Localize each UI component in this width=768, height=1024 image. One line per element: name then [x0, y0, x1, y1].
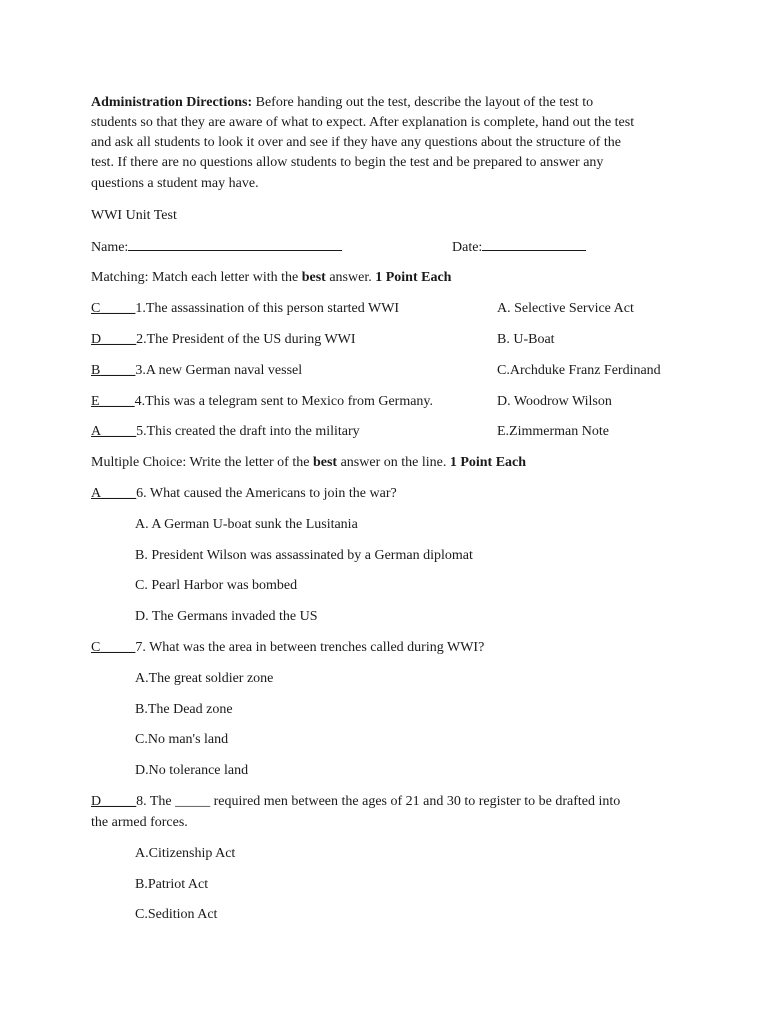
answer-letter: C — [91, 301, 101, 316]
matching-choice: E.Zimmerman Note — [497, 424, 609, 439]
option: B. President Wilson was assassinated by a German diplomat — [135, 548, 473, 563]
question-text: 8. The _____ required men between the ages of 21 and 30 to register to be drafted into — [136, 794, 621, 809]
matching-question: 1.The assassination of this person started WWI — [135, 301, 400, 316]
directions-text: Before handing out the test, describe the layout of the test to — [255, 95, 594, 110]
option: A. A German U-boat sunk the Lusitania — [135, 517, 358, 532]
matching-question: 5.This created the draft into the military — [136, 424, 360, 439]
name-label: Name: — [91, 240, 129, 255]
matching-best: best — [301, 270, 326, 285]
name-line[interactable] — [128, 237, 342, 251]
matching-choice: D. Woodrow Wilson — [497, 394, 612, 409]
answer-letter: D — [91, 794, 102, 809]
question-8 — [91, 792, 620, 812]
option: D.No tolerance land — [135, 763, 249, 778]
answer-line: _____ — [101, 332, 137, 347]
directions-label: Administration Directions: — [91, 95, 253, 110]
answer-letter: C — [91, 640, 101, 655]
answer-line: _____ — [101, 486, 137, 501]
option: B.Patriot Act — [135, 877, 209, 892]
directions-line-4: test. If there are no questions allow students to begin the test and be prepared to answer any — [91, 155, 604, 170]
multiple-choice-instructions — [91, 453, 526, 473]
matching-row — [91, 330, 356, 350]
directions-line-3: and ask all students to look it over and see if they have any questions about the structure of the — [91, 135, 621, 150]
question-6 — [91, 484, 397, 504]
answer-blank[interactable] — [91, 332, 136, 347]
matching-question: 4.This was a telegram sent to Mexico from Germany. — [134, 394, 434, 409]
answer-blank[interactable] — [91, 486, 136, 501]
answer-blank[interactable] — [91, 424, 136, 439]
answer-line: _____ — [100, 640, 136, 655]
mc-instruction-text: Multiple Choice: Write the letter of the — [91, 455, 313, 470]
matching-choice: B. U-Boat — [497, 332, 555, 347]
matching-question: 3.A new German naval vessel — [135, 363, 303, 378]
option: C. Pearl Harbor was bombed — [135, 578, 298, 593]
answer-line: _____ — [100, 301, 136, 316]
question-7 — [91, 638, 484, 658]
option: A.The great soldier zone — [135, 671, 274, 686]
answer-letter: A — [91, 424, 102, 439]
directions-line-5: questions a student may have. — [91, 176, 259, 191]
mc-best: best — [312, 455, 338, 470]
matching-choice: C.Archduke Franz Ferdinand — [497, 363, 661, 378]
date-label: Date: — [452, 240, 483, 255]
option: C.No man's land — [135, 732, 229, 747]
answer-blank[interactable] — [91, 363, 135, 378]
option: C.Sedition Act — [135, 907, 218, 922]
question-text: 7. What was the area in between trenches called during WWI? — [135, 640, 485, 655]
directions-line-1 — [91, 93, 593, 113]
matching-row — [91, 299, 399, 319]
answer-blank[interactable] — [91, 301, 135, 316]
answer-line: _____ — [100, 363, 136, 378]
date-line[interactable] — [482, 237, 586, 251]
answer-letter: E — [91, 394, 100, 409]
test-title: WWI Unit Test — [91, 208, 177, 223]
answer-letter: D — [91, 332, 102, 347]
matching-instruction-text: Matching: Match each letter with the — [91, 270, 302, 285]
question-text-continued: the armed forces. — [91, 815, 188, 830]
option: D. The Germans invaded the US — [135, 609, 318, 624]
answer-blank[interactable] — [91, 794, 136, 809]
question-text: 6. What caused the Americans to join the war? — [136, 486, 397, 501]
mc-points: 1 Point Each — [449, 455, 527, 470]
answer-blank[interactable] — [91, 394, 135, 409]
date-field[interactable] — [452, 237, 586, 258]
answer-line: _____ — [101, 794, 137, 809]
matching-row — [91, 422, 360, 442]
matching-instructions — [91, 268, 451, 288]
name-field[interactable] — [91, 237, 342, 258]
matching-choice: A. Selective Service Act — [497, 301, 634, 316]
matching-row — [91, 392, 433, 412]
matching-points: 1 Point Each — [375, 270, 452, 285]
option: B.The Dead zone — [135, 702, 233, 717]
answer-line: _____ — [99, 394, 135, 409]
answer-blank[interactable] — [91, 640, 135, 655]
matching-row — [91, 361, 302, 381]
directions-line-2: students so that they are aware of what to expect. After explanation is complete, hand out the test — [91, 115, 635, 130]
answer-line: _____ — [101, 424, 137, 439]
answer-letter: A — [91, 486, 102, 501]
mc-instruction-tail: answer on the line. — [337, 455, 450, 470]
option: A.Citizenship Act — [135, 846, 236, 861]
matching-instruction-tail: answer. — [325, 270, 376, 285]
answer-letter: B — [91, 363, 101, 378]
matching-question: 2.The President of the US during WWI — [136, 332, 356, 347]
